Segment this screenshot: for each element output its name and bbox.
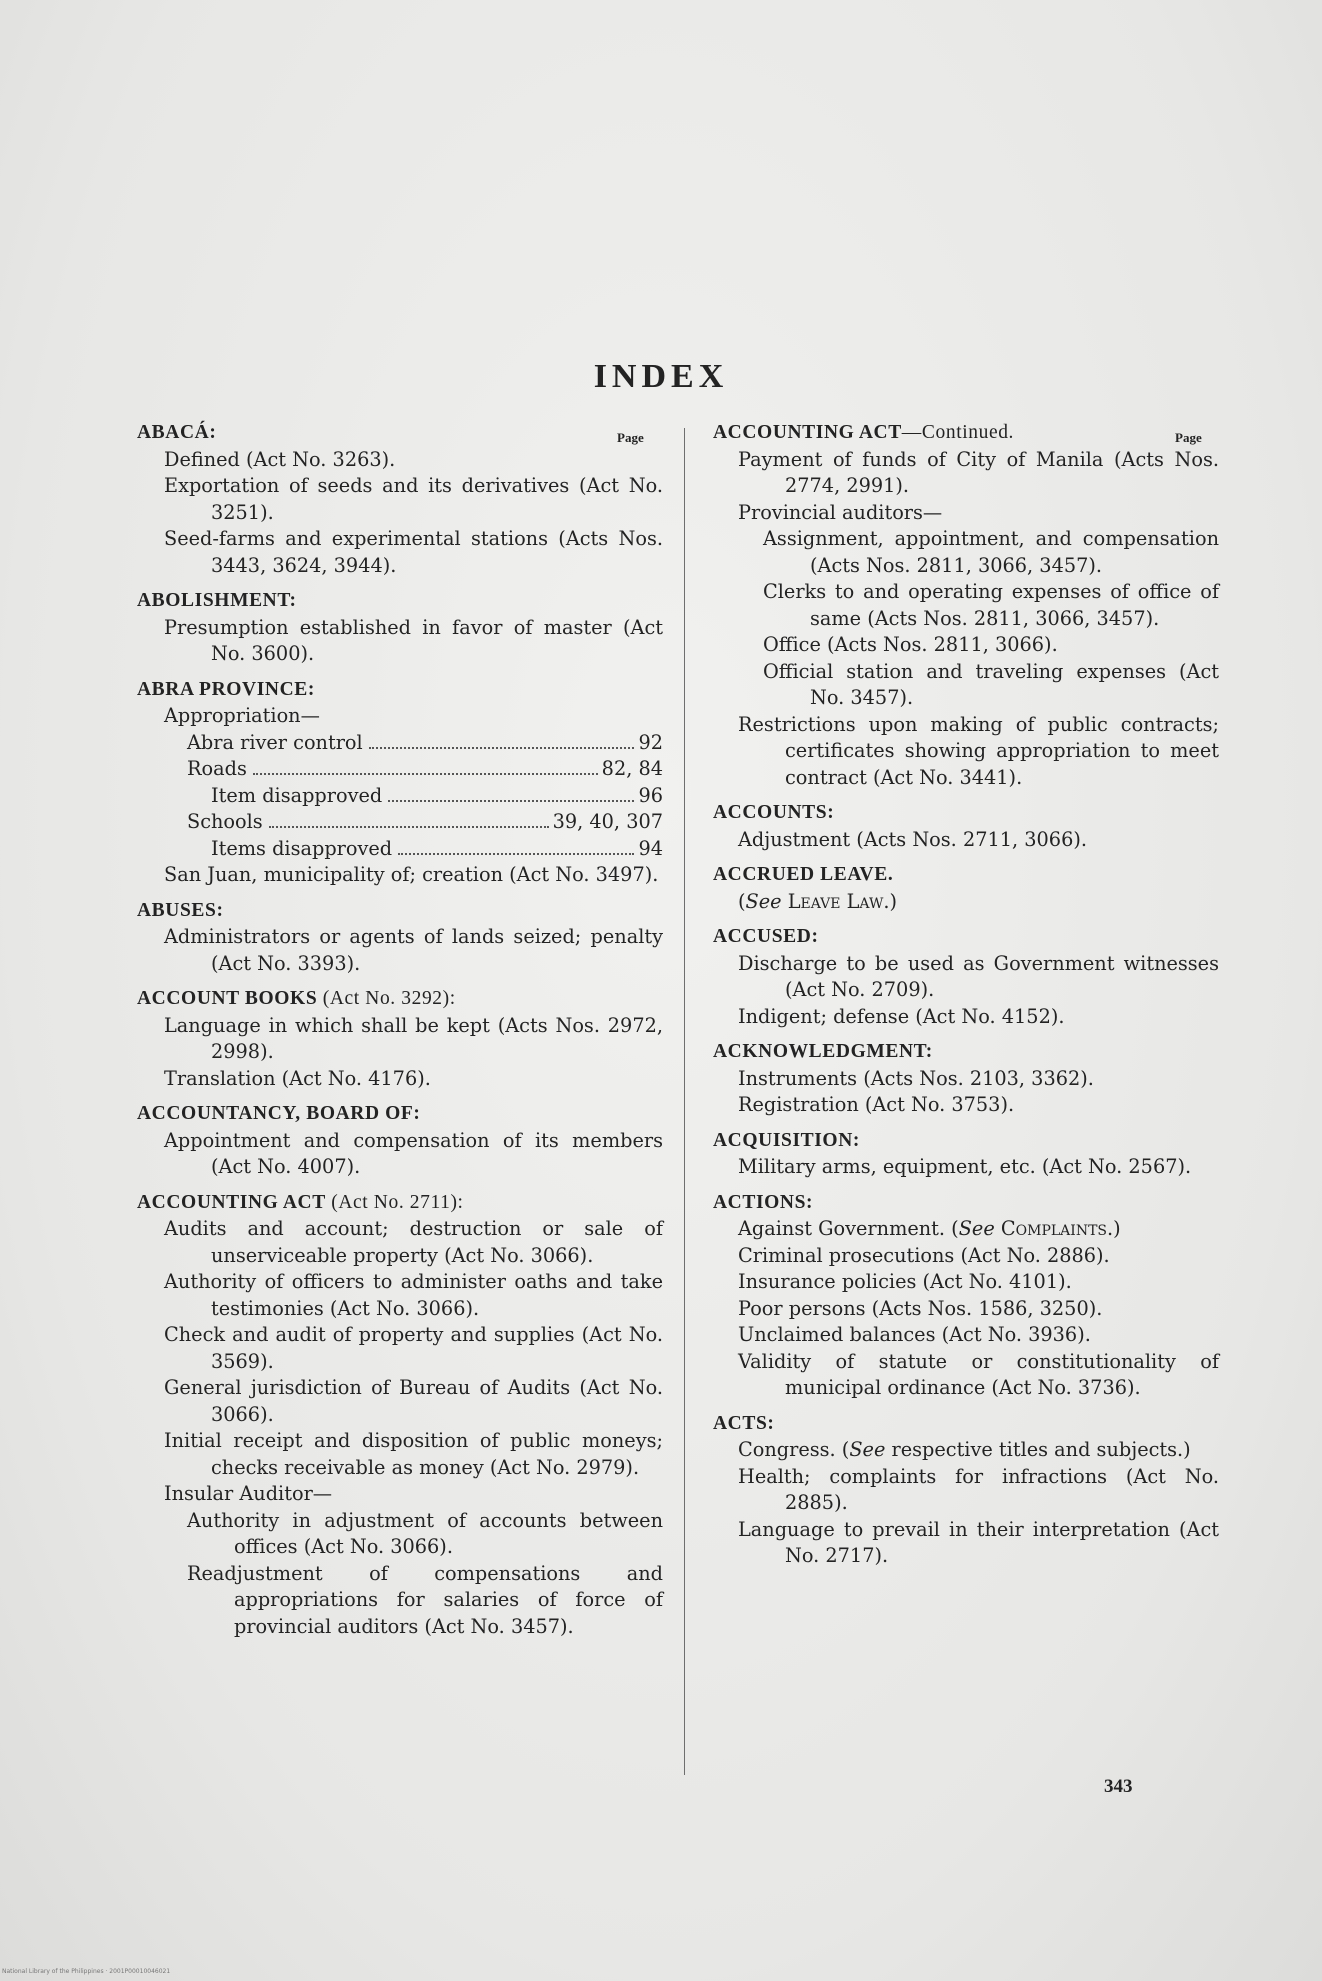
heading-accrued-leave: ACCRUED LEAVE.	[713, 864, 894, 885]
entry: Indigent; defense (Act No. 4152).	[738, 1004, 1065, 1028]
entry: San Juan, municipality of; creation (Act No. 3497).	[164, 863, 659, 886]
leader-dots	[398, 853, 634, 855]
entry: Instruments (Acts Nos. 2103, 3362).	[738, 1066, 1094, 1090]
entry: Exportation of seeds and its derivatives (Act No. 3251).	[164, 474, 663, 524]
heading-text: ACCOUNT BOOKS	[137, 988, 318, 1009]
heading-text: ACCOUNTING ACT	[137, 1191, 326, 1213]
heading-text: ACCOUNTING ACT	[713, 422, 902, 443]
entry: Criminal prosecutions (Act No. 2886).	[738, 1243, 1110, 1267]
entry: Provincial auditors—	[738, 500, 943, 524]
page-ref: 92	[638, 730, 663, 754]
entry: Defined (Act No. 3263).	[164, 447, 396, 471]
see-close: .)	[883, 889, 897, 913]
entry: Restrictions upon making of public contracts; certificates showing appropriation to meet contract (Act No. 3441).	[738, 712, 1219, 789]
entry: Discharge to be used as Government witnesses (Act No. 2709).	[738, 951, 1219, 1001]
entry: Unclaimed balances (Act No. 3936).	[738, 1323, 1091, 1346]
see-text: Against Government. (	[738, 1217, 959, 1240]
leader-dots	[269, 826, 549, 828]
heading-accountancy: ACCOUNTANCY, BOARD OF:	[137, 1103, 421, 1124]
leader-row	[137, 836, 663, 863]
entry: Poor persons (Acts Nos. 1586, 3250).	[738, 1296, 1103, 1320]
see-close: respective titles and subjects.)	[885, 1438, 1191, 1461]
leader-text: Schools	[187, 810, 263, 833]
leader-row	[137, 783, 663, 810]
sub-entry: Official station and traveling expenses (Act No. 3457).	[763, 659, 1219, 709]
heading-continued: —Continued.	[901, 422, 1015, 443]
entry: Registration (Act No. 3753).	[738, 1093, 1015, 1116]
right-column	[713, 420, 1219, 1570]
entry: Language in which shall be kept (Acts Nos. 2972, 2998).	[164, 1013, 663, 1063]
entry: Adjustment (Acts Nos. 2711, 3066).	[738, 827, 1087, 851]
leader-text: Roads	[187, 757, 247, 780]
heading-abaca: ABACÁ:	[137, 422, 217, 443]
scan-footer: National Library of the Philippines · 2001P00010046021	[2, 1968, 171, 1975]
sub-entry: Authority in adjustment of accounts between offices (Act No. 3066).	[187, 1508, 663, 1558]
page-column-label-right: Page	[1175, 430, 1202, 445]
heading-accounting-act	[137, 1190, 663, 1217]
entry: Insular Auditor—	[164, 1482, 333, 1505]
see-word: See	[745, 889, 782, 913]
heading-account-books	[137, 986, 663, 1013]
sub-entry: Office (Acts Nos. 2811, 3066).	[763, 633, 1058, 656]
heading-abolishment: ABOLISHMENT:	[137, 590, 297, 611]
leader-row	[137, 756, 663, 783]
entry: Validity of statute or constitutionality of municipal ordinance (Act No. 3736).	[738, 1349, 1219, 1399]
entry: Appropriation—	[164, 704, 320, 727]
page-title: INDEX	[593, 358, 729, 395]
see-reference	[713, 1437, 1219, 1464]
page-ref: 96	[638, 783, 663, 807]
leader-row	[137, 730, 663, 757]
entry: Military arms, equipment, etc. (Act No. 2567).	[738, 1155, 1192, 1178]
see-open: (	[738, 889, 746, 913]
heading-acquisition: ACQUISITION:	[713, 1129, 860, 1151]
entry: Administrators or agents of lands seized; penalty (Act No. 3393).	[164, 925, 663, 975]
entry: Insurance policies (Act No. 4101).	[738, 1270, 1072, 1293]
heading-ref: (Act No. 3292):	[317, 988, 456, 1009]
entry: Health; complaints for infractions (Act No. 2885).	[738, 1464, 1219, 1514]
entry: Check and audit of property and supplies (Act No. 3569).	[164, 1323, 663, 1373]
heading-accounting-act-continued	[713, 420, 1219, 447]
page-ref: 39, 40, 307	[552, 810, 663, 833]
see-text: Congress. (	[738, 1438, 850, 1461]
see-reference	[713, 889, 1219, 916]
heading-accused: ACCUSED:	[713, 926, 819, 947]
heading-ref: (Act No. 2711):	[325, 1191, 464, 1213]
page-ref: 94	[638, 836, 663, 860]
heading-actions: ACTIONS:	[713, 1191, 814, 1213]
entry: Language to prevail in their interpretation (Act No. 2717).	[738, 1517, 1219, 1567]
heading-accounts: ACCOUNTS:	[713, 802, 835, 823]
heading-abuses: ABUSES:	[137, 899, 224, 921]
leader-row	[137, 809, 663, 836]
leader-dots	[253, 773, 598, 775]
entry: Seed-farms and experimental stations (Acts Nos. 3443, 3624, 3944).	[164, 527, 663, 577]
left-column	[137, 420, 663, 1640]
column-divider	[684, 428, 685, 1775]
entry: Initial receipt and disposition of public moneys; checks receivable as money (Act No. 2979).	[164, 1429, 663, 1479]
see-close: .)	[1107, 1217, 1121, 1240]
see-word: See	[958, 1217, 995, 1240]
leader-text: Abra river control	[187, 730, 363, 754]
leader-text: Items disapproved	[211, 836, 393, 860]
heading-acknowledgment: ACKNOWLEDGMENT:	[713, 1041, 933, 1062]
entry: Authority of officers to administer oaths and take testimonies (Act No. 3066).	[164, 1270, 663, 1320]
see-word: See	[849, 1438, 886, 1461]
entry: Payment of funds of City of Manila (Acts Nos. 2774, 2991).	[738, 447, 1219, 497]
see-ref: Complaints	[1000, 1217, 1107, 1240]
heading-abra-province: ABRA PROVINCE:	[137, 678, 315, 700]
entry: General jurisdiction of Bureau of Audits (Act No. 3066).	[164, 1376, 663, 1426]
leader-dots	[369, 747, 635, 749]
see-ref: Leave Law	[787, 889, 884, 913]
page-number: 343	[1104, 1776, 1133, 1797]
leader-dots	[388, 800, 634, 802]
sub-entry: Readjustment of compensations and appropriations for salaries of force of provincial auditors (Act No. 3457).	[187, 1561, 663, 1638]
sub-entry: Clerks to and operating expenses of office of same (Acts Nos. 2811, 3066, 3457).	[763, 580, 1219, 630]
entry: Audits and account; destruction or sale of unserviceable property (Act No. 3066).	[164, 1217, 663, 1267]
entry: Appointment and compensation of its members (Act No. 4007).	[164, 1128, 663, 1178]
entry: Presumption established in favor of master (Act No. 3600).	[164, 615, 663, 665]
entry: Translation (Act No. 4176).	[164, 1066, 431, 1090]
heading-acts: ACTS:	[713, 1412, 775, 1434]
page-ref: 82, 84	[601, 757, 663, 780]
see-reference	[713, 1216, 1219, 1243]
page-column-label-left: Page	[617, 430, 644, 445]
leader-text: Item disapproved	[211, 783, 383, 807]
sub-entry: Assignment, appointment, and compensation (Acts Nos. 2811, 3066, 3457).	[763, 527, 1219, 577]
